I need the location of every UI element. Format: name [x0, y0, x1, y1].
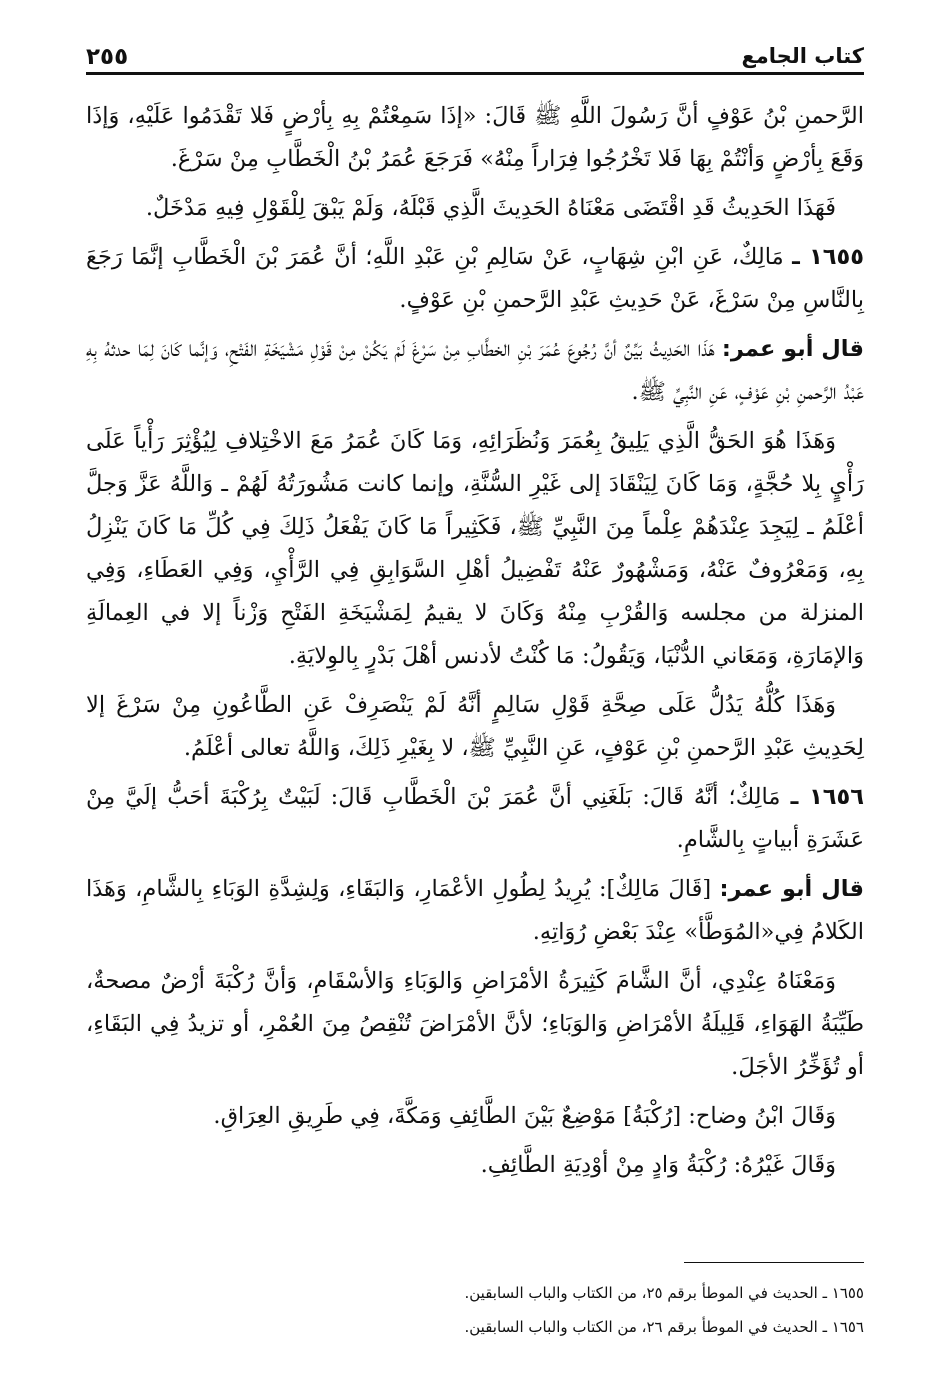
paragraph-text: وَمَعْنَاهُ عِنْدِي، أنَّ الشَّامَ كَثِيرَةُ الأمْرَاضِ وَالوَبَاءِ وَالأسْقَامِ، وَأنَّ رُكْبَةَ أرْضٌ مصحةٌ، طَيِّبَةُ الهَوَاءِ، قَلِيلَةُ الأمْرَاضِ وَالوَبَاءِ؛ لأنَّ الأمْرَاضَ تُنْقِصُ مِنَ العُمْرِ، أو تزيدُ فِي البَقَاءِ، أو تُؤَخِّرُ الأجَلَ. [86, 968, 864, 1080]
main-text [86, 95, 864, 1187]
paragraph-text: [قَالَ مَالِكٌ]: يُرِيدُ لِطُولِ الأعْمَارِ، وَالبَقَاءِ، وَلِشِدَّةِ الوَبَاءِ بِالشَّامِ، وَهَذَا الكَلامُ فِي«المُوَطَّأ» عِنْدَ بَعْضِ رُوَاتِهِ. [86, 876, 864, 945]
book-page [86, 28, 864, 1336]
paragraph-text: وَهَذَا هُوَ الحَقُّ الَّذِي يَلِيقُ بِعُمَرَ وَنُظَرَائِهِ، وَمَا كَانَ عُمَرُ مَعَ الاخْتِلافِ لِيُؤْثِرَ رَأْياً عَلَى رَأْيٍ بِلا حُجَّةٍ، وَمَا كَانَ لِيَنْقَادَ إلى غَيْرِ السُّنَّةِ، وإنما كانت مَشُورَتُهُ لَهُمْ ـ وَاللَّهُ عَزَّ وَجلَّ أعْلَمُ ـ لِيَجِدَ عِنْدَهُمْ عِلْماً مِنَ النَّبِيِّ ﷺ، فَكَثِيراً مَا كَانَ يَفْعَلُ ذَلِكَ فِي كُلِّ مَا كَانَ يَنْزِلُ بِهِ، وَمَعْرُوفٌ عَنْهُ، وَمَشْهُورٌ عَنْهُ تَفْضِيلُ أهْلِ السَّوَابِقِ فِي الرَّأْيِ، وَفِي العَطَاءِ، وَفِي المنزلة من مجلسه وَالقُرْبِ مِنْهُ وَكَانَ لا يقيمُ لِمَشْيَخَةِ الفَتْحِ وَزْناً إلا في العِمالَةِ وَالإمَارَةِ، وَمَعَاني الدُّنْيَا، وَيَقُولُ: مَا كُنْتُ لأدنس أهْلَ بَدْرٍ بِالوِلايَةِ. [86, 428, 864, 669]
hadith-paragraph [86, 236, 864, 322]
hadith-number: ١٦٥٦ ـ [790, 784, 864, 810]
page-number: ٢٥٥ [86, 44, 129, 70]
paragraph [86, 95, 864, 181]
footnote: ١٦٥٥ ـ الحديث في الموطأ برقم ٢٥، من الكتاب والباب السابقين. [464, 1284, 864, 1302]
paragraph [86, 187, 864, 230]
paragraph-text: هَذَا الحَدِيثُ بَيِّنٌ أنَّ رُجُوعَ عُمَرَ بْنِ الخطَّابِ مِنْ سَرْغَ لَمْ يَكُنْ مِنْ قَوْلِ مَشْيَخَةِ الفَتْحِ، وَإنَّما كَانَ لِمَا حدثهُ بِهِ عَبْدُ الرَّحمنِ بْنِ عَوْفٍ، عَنِ النَّبِيِّ ﷺ. [86, 336, 864, 405]
footnote: ١٦٥٦ ـ الحديث في الموطأ برقم ٢٦، من الكتاب والباب السابقين. [464, 1318, 864, 1336]
paragraph-text: فَهَذَا الحَدِيثُ قَدِ اقْتَضَى مَعْنَاهُ الحَدِيثَ الَّذِي قَبْلَهُ، وَلَمْ يَبْقَ لِلْقَوْلِ فِيهِ مَدْخَلٌ. [145, 195, 836, 221]
paragraph [86, 1095, 864, 1138]
paragraph-text: مَالِكٌ؛ أنَّهُ قَالَ: بَلَغَنِي أنَّ عُمَرَ بْنَ الْخَطَّابِ قَالَ: لَبَيْتٌ بِرُكْبَةَ أحَبُّ إلَيَّ مِنْ عَشَرَةِ أبياتٍ بِالشَّامِ. [86, 784, 864, 853]
footnote-divider [684, 1262, 864, 1263]
commentary-paragraph [86, 868, 864, 954]
paragraph-text: وَقَالَ غَيْرُهُ: رُكْبَةُ وَادٍ مِنْ أوْدِيَةِ الطَّائِفِ. [480, 1152, 836, 1178]
hadith-number: ١٦٥٥ ـ [792, 244, 864, 270]
paragraph-text: الرَّحمنِ بْنُ عَوْفٍ أنَّ رَسُولَ اللَّهِ ﷺ قَالَ: «إذَا سَمِعْتُمْ بِهِ بِأرْضٍ فَلا تَقْدَمُوا عَلَيْهِ، وَإذَا وَقَعَ بِأرْضٍ وَأنْتُمْ بِهَا فَلا تَخْرُجُوا فِرَاراً مِنْهُ» فَرَجَعَ عُمَرُ بْنُ الْخَطَّابِ مِنْ سَرْغَ. [86, 103, 864, 172]
speaker-label: قال أبو عمر: [719, 876, 864, 902]
paragraph [86, 1144, 864, 1187]
paragraph-text: مَالِكٌ، عَنِ ابْنِ شِهَابٍ، عَنْ سَالِمِ بْنِ عَبْدِ اللَّهِ؛ أنَّ عُمَرَ بْنَ الْخَطَّابِ إنَّمَا رَجَعَ بِالنَّاسِ مِنْ سَرْغَ، عَنْ حَدِيثِ عَبْدِ الرَّحمنِ بْنِ عَوْفٍ. [86, 244, 864, 313]
paragraph-text: وَقَالَ ابْنُ وضاح: [رُكْبَةُ] مَوْضِعٌ بَيْنَ الطَّائِفِ وَمَكَّةَ، فِي طَرِيقِ العِرَاقِ. [213, 1103, 836, 1129]
paragraph-text: وَهَذَا كُلُّهُ يَدُلُّ عَلَى صِحَّةِ قَوْلِ سَالِمٍ أنَّهُ لَمْ يَنْصَرِفْ عَنِ الطَّاعُونِ مِنْ سَرْغَ إلا لِحَدِيثِ عَبْدِ الرَّحمنِ بْنِ عَوْفٍ، عَنِ النَّبِيِّ ﷺ، لا بِغَيْرِ ذَلِكَ، وَاللَّهُ تعالى أعْلَمُ. [86, 692, 864, 761]
paragraph [86, 960, 864, 1089]
book-title: كتاب الجامع [741, 44, 864, 68]
commentary-paragraph [86, 328, 864, 414]
hadith-paragraph [86, 776, 864, 862]
paragraph [86, 684, 864, 770]
speaker-label: قال أبو عمر: [721, 336, 864, 362]
paragraph [86, 420, 864, 678]
running-header [86, 28, 864, 75]
footnotes [86, 1276, 864, 1344]
